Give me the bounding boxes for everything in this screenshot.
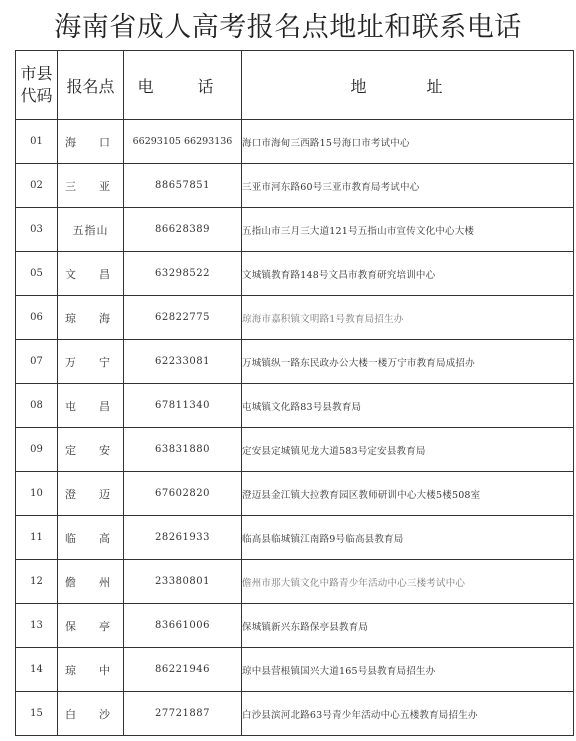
table-row [16,120,574,164]
city-code: 12 [16,560,58,604]
city-code: 14 [16,648,58,692]
phone-number: 86628389 [124,208,242,252]
city-code: 06 [16,296,58,340]
city-code: 07 [16,340,58,384]
table-header [16,51,574,120]
table-row [16,428,574,472]
city-code: 13 [16,604,58,648]
phone-number: 66293105 66293136 [124,120,242,164]
city-code: 03 [16,208,58,252]
address: 屯城镇文化路83号县教育局 [242,384,574,428]
header-row [16,51,574,120]
registration-point: 三 亚 [58,164,124,208]
header-city-code [16,51,58,120]
registration-point: 定 安 [58,428,124,472]
city-code: 09 [16,428,58,472]
table-row [16,208,574,252]
address: 万城镇纵一路东民政办公大楼一楼万宁市教育局成招办 [242,340,574,384]
contact-table [15,50,574,736]
city-code: 08 [16,384,58,428]
phone-number: 88657851 [124,164,242,208]
registration-point: 儋 州 [58,560,124,604]
address: 琼中县营根镇国兴大道165号县教育局招生办 [242,648,574,692]
table-body [16,120,574,736]
phone-number: 27721887 [124,692,242,736]
header-city-code-line1: 市县 [20,64,53,83]
address: 儋州市那大镇文化中路青少年活动中心三楼考试中心 [242,560,574,604]
table-row [16,604,574,648]
document-title: 海南省成人高考报名点地址和联系电话 [54,12,522,43]
address: 琼海市嘉积镇文明路1号教育局招生办 [242,296,574,340]
table-row [16,164,574,208]
header-phone: 电 话 [124,51,242,120]
table-row [16,472,574,516]
address: 文城镇教育路148号文昌市教育研究培训中心 [242,252,574,296]
city-code: 01 [16,120,58,164]
phone-number: 63831880 [124,428,242,472]
registration-point: 屯 昌 [58,384,124,428]
city-code: 05 [16,252,58,296]
address: 定安县定城镇见龙大道583号定安县教育局 [242,428,574,472]
address: 保城镇新兴东路保亭县教育局 [242,604,574,648]
phone-number: 67811340 [124,384,242,428]
city-code: 02 [16,164,58,208]
table-row [16,692,574,736]
city-code: 11 [16,516,58,560]
registration-point: 琼 中 [58,648,124,692]
phone-number: 63298522 [124,252,242,296]
phone-number: 86221946 [124,648,242,692]
phone-number: 67602820 [124,472,242,516]
phone-number: 62233081 [124,340,242,384]
address: 临高县临城镇江南路9号临高县教育局 [242,516,574,560]
address: 白沙县滨河北路63号青少年活动中心五楼教育局招生办 [242,692,574,736]
registration-point: 临 高 [58,516,124,560]
table-row [16,560,574,604]
phone-number: 83661006 [124,604,242,648]
registration-point: 琼 海 [58,296,124,340]
phone-number: 62822775 [124,296,242,340]
registration-point: 万 宁 [58,340,124,384]
registration-point: 五指山 [58,208,124,252]
registration-point: 海 口 [58,120,124,164]
header-city-code-line2: 代码 [20,86,53,105]
address: 五指山市三月三大道121号五指山市宣传文化中心大楼 [242,208,574,252]
address: 三亚市河东路60号三亚市教育局考试中心 [242,164,574,208]
registration-point: 文 昌 [58,252,124,296]
table-row [16,648,574,692]
table-row [16,252,574,296]
city-code: 15 [16,692,58,736]
table-row [16,516,574,560]
address: 澄迈县金江镇大拉教育园区教师研训中心大楼5楼508室 [242,472,574,516]
phone-number: 23380801 [124,560,242,604]
table-row [16,296,574,340]
registration-point: 保 亭 [58,604,124,648]
table-row [16,384,574,428]
city-code: 10 [16,472,58,516]
registration-point: 白 沙 [58,692,124,736]
table-row [16,340,574,384]
header-address: 地 址 [242,51,574,120]
phone-number: 28261933 [124,516,242,560]
header-registration-point: 报名点 [58,51,124,120]
registration-point: 澄 迈 [58,472,124,516]
address: 海口市海甸三西路15号海口市考试中心 [242,120,574,164]
